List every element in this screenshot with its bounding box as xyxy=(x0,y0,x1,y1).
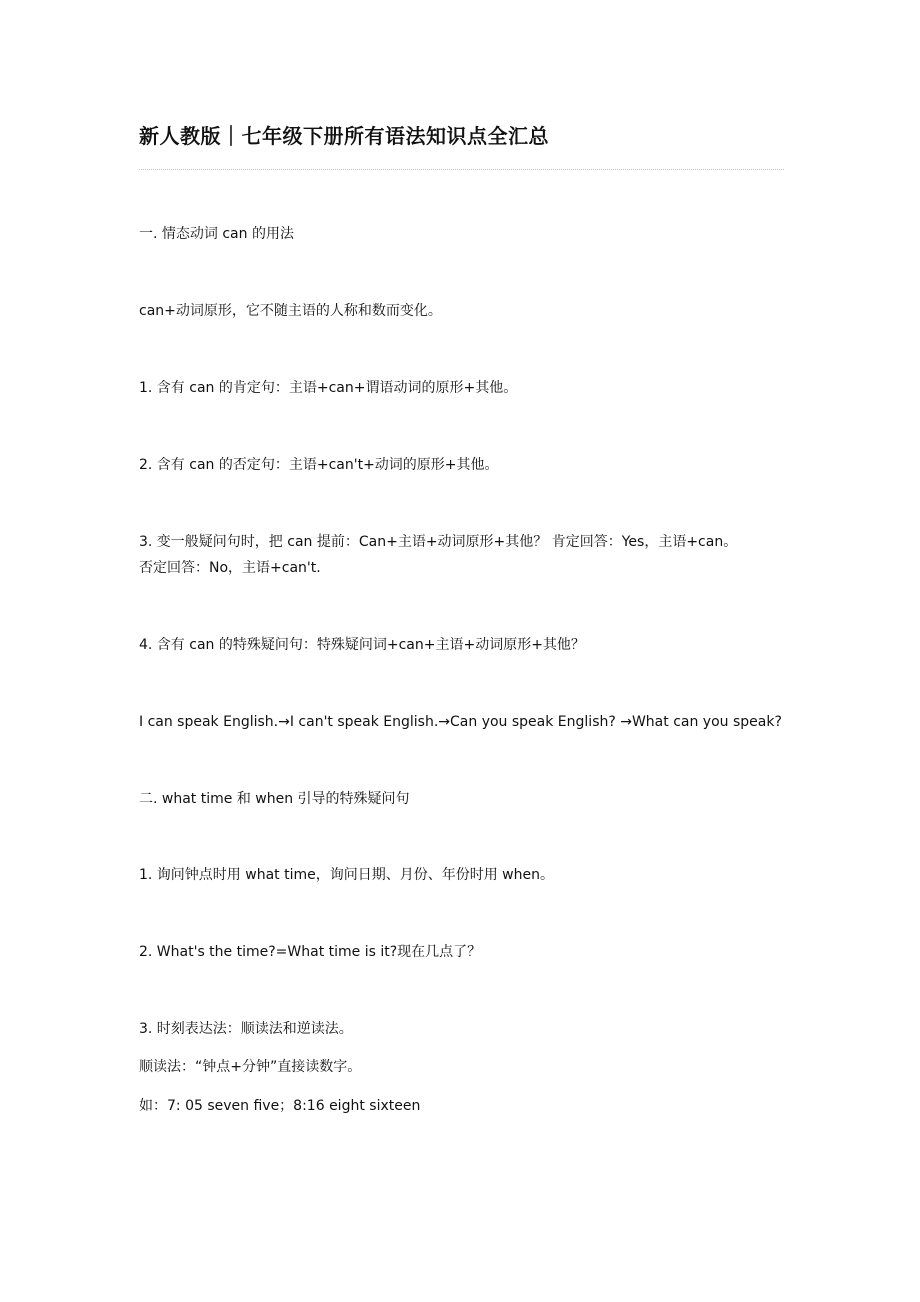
paragraph-forward-reading: 顺读法：“钟点+分钟”直接读数字。 xyxy=(139,1059,362,1075)
list-item-time-3: 3. 时刻表达法：顺读法和逆读法。 xyxy=(139,1021,353,1037)
document-title: 新人教版｜七年级下册所有语法知识点全汇总 xyxy=(139,124,549,148)
section-heading-can: 一. 情态动词 can 的用法 xyxy=(139,226,294,242)
title-divider xyxy=(139,169,784,170)
list-item-1: 1. 含有 can 的肯定句：主语+can+谓语动词的原形+其他。 xyxy=(139,380,518,396)
paragraph-can-rule: can+动词原形，它不随主语的人称和数而变化。 xyxy=(139,303,442,319)
list-item-3: 3. 变一般疑问句时，把 can 提前：Can+主语+动词原形+其他？ 肯定回答：Yes，主语+can。 xyxy=(139,534,738,550)
section-heading-what-time: 二. what time 和 when 引导的特殊疑问句 xyxy=(139,791,410,807)
paragraph-example: 如：7: 05 seven five；8:16 eight sixteen xyxy=(139,1098,421,1114)
list-item-4: 4. 含有 can 的特殊疑问句：特殊疑问词+can+主语+动词原形+其他？ xyxy=(139,637,585,653)
list-item-time-2: 2. What's the time?=What time is it?现在几点了？ xyxy=(139,944,482,960)
list-item-2: 2. 含有 can 的否定句：主语+can't+动词的原形+其他。 xyxy=(139,457,499,473)
list-item-time-1: 1. 询问钟点时用 what time，询问日期、月份、年份时用 when。 xyxy=(139,867,554,883)
example-sentence: I can speak English.→I can't speak English.→Can you speak English? →What can you speak? xyxy=(139,714,782,730)
list-item-3-continued: 否定回答：No，主语+can't. xyxy=(139,560,321,576)
